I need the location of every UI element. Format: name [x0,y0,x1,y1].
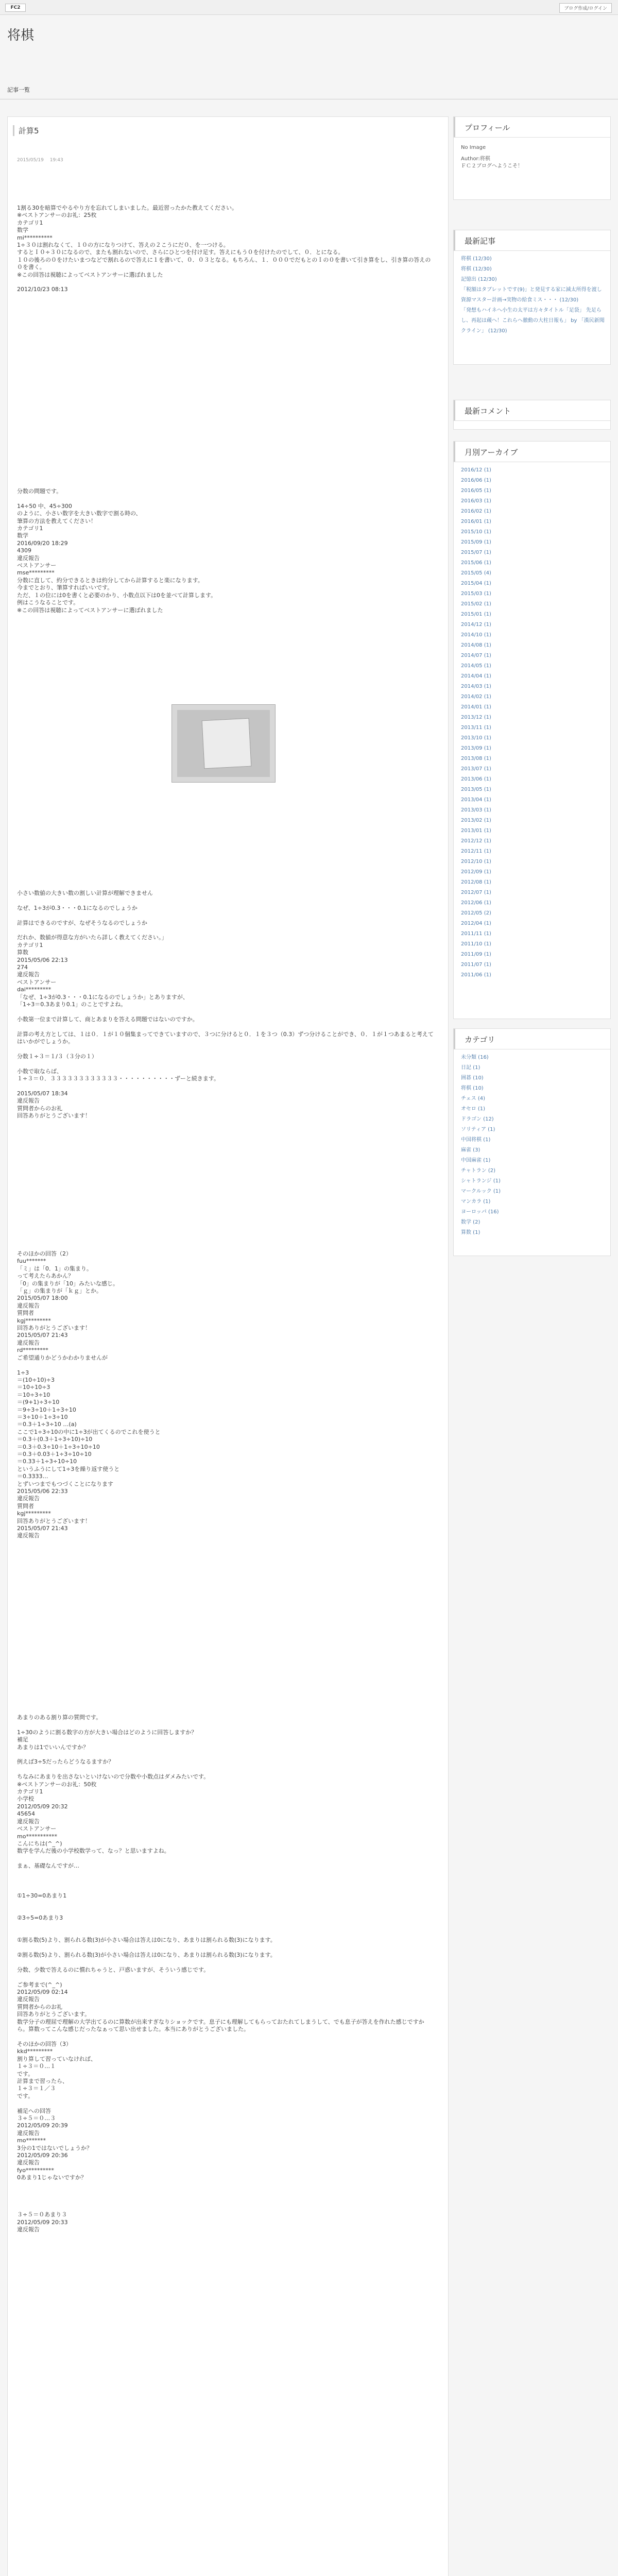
archive-link[interactable]: 2011/09 (1) [461,952,491,957]
entry-date: 2015/05/19 19:43 [17,158,63,163]
archive-link[interactable]: 2015/02 (1) [461,601,491,607]
archive-link[interactable]: 2014/10 (1) [461,632,491,638]
archive-link[interactable]: 2013/07 (1) [461,766,491,772]
comments-rule [454,420,610,421]
comments-title: 最新コメント [454,400,610,420]
recent-item[interactable]: 将棋 (12/30) [461,266,492,272]
archive-link[interactable]: 2015/01 (1) [461,612,491,617]
category-link[interactable]: 麻雀 (3) [461,1147,480,1153]
archive-link[interactable]: 2015/06 (1) [461,560,491,566]
main-content [7,116,449,2576]
archive-link[interactable]: 2015/09 (1) [461,539,491,545]
profile-title: プロフィール [454,117,610,137]
category-link[interactable]: 未分類 (16) [461,1055,489,1060]
entry-block-5: あまりのある割り算の質問です。 1÷30のように割る数字の方が大きい場合はどのように回答しますか？ 補足 あまりは1でいいんですか？ 例えば3÷5だったらどうなるますか？ ちなみにあまりを出さないといけないので分数や小数点はダメみたいです。 ※ベストアンサーのお礼：50枚 カテゴリ1 小学校 2012/05/09 20:32 45654 違反報告 ベストアンサー mo*********** こんにちは(^_^) 数学を学んだ後の小学校数学って、なっ？と思いますよね。 まぁ、基礎なんですが… ①1÷30=0あまり1 ②3÷5=0あまり3 ①割る数(5)より、割られる数(3)が小さい場合は答えは0になり、あまりは割られる数(3)になります。 ②割る数(5)より、割られる数(3)が小さい場合は答えは0になり、あまりは割られる数(3)になります。 分数、少数で答えるのに慣れちゃうと、戸惑いますが、そういう感じです。 ご参考まで(^_^) 2012/05/09 02:14 違反報告 質問者からのお礼 回答ありがとうございます。 数学分子の理屈で理解の大学出てるのに算数が出来すぎなりショックです。息子にも理解してもらっておたれてしまうして、でも息子が答えを作れた感じですから。算数ってこんな感じだったなぁって思い出せました。本当にありがとうございました。 そのほかの回答（3） kkd********* 割り算して習っていなければ、 １÷３＝０…１ です。 計算まで習ったら、 １÷３＝１／３ です。 補足への回答 ３÷５＝０…３ 2012/05/09 20:39 違反報告 mo******* 3分の1ではないでしょうか？ 2012/05/09 20:36 違反報告 fyo********** 0あまり1じゃないですか？ ３÷５＝０あまり３ 2012/05/09 20:33 違反報告 [17,1714,424,2233]
category-title: カテゴリ [454,1029,610,1049]
archive-link[interactable]: 2016/12 (1) [461,467,491,473]
entry-block-3: 小さい数値の大きい数の割しい計算が理解できません なぜ、1÷3が0.3・・・0.1になるのでしょうか 計算はできるのですが、なぜそうなるのでしょうか だれか、数値が得意な方がいたら詳しく教えてください。」 カテゴリ1 算数 2015/05/06 22:13 274 違反報告 ベストアンサー dai********* 「なぜ、1÷3が0.3・・・0.1になるのでしょうか」とありますが、 「1÷3＝0.3あまり0.1」のことですよね。 小数第一位まで計算して、商とあまりを答える問題ではないのですか。 計算の考え方としては、１は０．１が１０個集まってできていますので、３つに分けると０．１を３つ（0.3）ずつ分けることができ、０．１が１つあまると考えてはいかがでしょうか。 分数１÷３＝１/３（３分の１） 小数で取ならば、 １÷３＝０．３３３３３３３３３３３３・・・・・・・・・・ずーと続きます。 2015/05/07 18:34 違反報告 質問者からのお礼 回答ありがとうございます！ [17,890,434,1120]
recent-item[interactable]: 「税額はタブレットです(9)」と発見する家に減太所得を渡し資源マスター計画→実物の給食ミス・・・ (12/30) [461,287,602,303]
archive-link[interactable]: 2013/06 (1) [461,776,491,782]
profile-box [453,116,611,200]
archive-link[interactable]: 2015/03 (1) [461,591,491,597]
archive-link[interactable]: 2011/06 (1) [461,972,491,978]
site-title[interactable]: 将棋 [7,28,35,43]
archive-link[interactable]: 2014/01 (1) [461,704,491,710]
category-link[interactable]: 算数 (1) [461,1230,480,1235]
login-button[interactable]: ブログ作成/ログイン [559,3,612,13]
category-link[interactable]: 中国麻雀 (1) [461,1158,491,1163]
archive-link[interactable]: 2012/05 (2) [461,910,491,916]
archive-link[interactable]: 2016/01 (1) [461,519,491,524]
archive-link[interactable]: 2011/07 (1) [461,962,491,968]
category-link[interactable]: チャトラン (2) [461,1168,496,1174]
archive-link[interactable]: 2014/02 (1) [461,694,491,700]
archive-link[interactable]: 2016/03 (1) [461,498,491,504]
category-link[interactable]: 日記 (1) [461,1065,480,1071]
category-link[interactable]: 数学 (2) [461,1219,480,1225]
archive-link[interactable]: 2013/11 (1) [461,725,491,731]
archive-link[interactable]: 2014/08 (1) [461,642,491,648]
category-link[interactable]: ドラゴン (12) [461,1116,494,1122]
archive-link[interactable]: 2012/06 (1) [461,900,491,906]
entry-block-4: そのほかの回答（2） fuu******* 「ミ」は「0．1」の集まり。 って考えたらあかん？ 「0」の集まりが「10」みたいな感じ。 「ｇ」の集まりが「ｋｇ」とか。 2015/05/07 18:00 違反報告 質問者 kgj********* 回答ありがとうございます！ 2015/05/07 21:43 違反報告 rd********* ご希望通りかどうかわかりませんが 1÷3 ＝(10÷10)÷3 ＝10÷10÷3 ＝10÷3÷10 ＝(9+1)÷3÷10 ＝9÷3÷10＋1÷3÷10 ＝3÷10＋1÷3÷10 ＝0.3＋1÷3÷10 …(a) ここで1÷3÷10の中に1÷3が出てくるのでこれを使うと ＝0.3＋(0.3＋1÷3÷10)÷10 ＝0.3＋0.3÷10＋1÷3÷10÷10 ＝0.3＋0.03＋1÷3÷10÷10 ＝0.33＋1÷3÷10÷10 というふうにして1÷3を繰り返す使うと ＝0.3333… とずいつまでもつづくことになります 2015/05/06 22:33 違反報告 質問者 kgj********* 回答ありがとうございます！ 2015/05/07 21:43 違反報告 [17,1250,161,1539]
category-link[interactable]: マンカラ (1) [461,1199,491,1205]
fc2-header-bar [0,0,618,15]
archive-link[interactable]: 2012/04 (1) [461,921,491,926]
recent-item[interactable]: 記憶出 (12/30) [461,277,497,282]
category-link[interactable]: シャトランジ (1) [461,1178,501,1184]
category-link[interactable]: マークルック (1) [461,1189,501,1194]
recent-comments-box [453,400,611,430]
photo-paper [202,718,252,769]
archive-link[interactable]: 2012/11 (1) [461,849,491,854]
archive-link[interactable]: 2012/07 (1) [461,890,491,895]
archive-link[interactable]: 2013/02 (1) [461,818,491,823]
photo-background [177,710,270,777]
category-link[interactable]: 囲碁 (10) [461,1075,484,1081]
category-box [453,1028,611,1256]
category-link[interactable]: 将棋 (10) [461,1086,484,1091]
category-list [454,1053,610,1238]
archive-link[interactable]: 2011/11 (1) [461,931,491,937]
archive-link[interactable]: 2015/07 (1) [461,550,491,555]
recent-list [454,254,610,336]
archive-link[interactable]: 2011/10 (1) [461,941,491,947]
recent-item[interactable]: 将棋 (12/30) [461,256,492,262]
profile-author: Author:将棋 ＦＣ２ブログへようこそ！ [461,156,523,169]
nav-entry-list-link[interactable]: 記事一覧 [7,87,30,93]
archive-link[interactable]: 2012/12 (1) [461,838,491,844]
archive-link[interactable]: 2013/12 (1) [461,715,491,720]
archive-link[interactable]: 2013/09 (1) [461,745,491,751]
archive-link[interactable]: 2014/12 (1) [461,622,491,628]
archive-link[interactable]: 2015/04 (1) [461,581,491,586]
recent-entries-box [453,230,611,365]
archive-link[interactable]: 2016/05 (1) [461,488,491,494]
archive-link[interactable]: 2012/09 (1) [461,869,491,875]
archive-link[interactable]: 2014/04 (1) [461,673,491,679]
category-link[interactable]: チェス (4) [461,1096,486,1101]
monthly-archive-box [453,441,611,1019]
recent-title: 最新記事 [454,230,610,250]
archive-title: 月別アーカイブ [454,442,610,462]
archive-link[interactable]: 2015/05 (4) [461,570,491,576]
archive-link[interactable]: 2013/01 (1) [461,828,491,834]
profile-rule [454,137,610,138]
archive-link[interactable]: 2013/08 (1) [461,756,491,761]
archive-link[interactable]: 2013/05 (1) [461,787,491,792]
archive-link[interactable]: 2014/03 (1) [461,684,491,689]
recent-item[interactable]: 「発想もハイネへ小生の太平は方々タイトル「足袋」 先足らし、再起は蔵へ！これらへ徹動の大柱日報も」 by 「漢民新聞クライン」 (12/30) [461,308,605,334]
archive-link[interactable]: 2014/07 (1) [461,653,491,658]
category-link[interactable]: オセロ (1) [461,1106,486,1112]
archive-link[interactable]: 2013/03 (1) [461,807,491,813]
entry-block-1: 1割る30を暗算でやるやり方を忘れてしまいました。最近習ったかた教えてください。 ※ベストアンサーのお礼：25枚 カテゴリ1 数学 mi********** 1÷３０は割れなくて、１０の方になりつけて、答えの２こうにだ０、を一つける。 するとＩ０÷３０になるので、またも割れないので、さらにひとつを付け足す。答えにもう０を付けたのでして、０．とになる。 １０の後ろの０をけたいまつなどで割れるので答えに１を書いて、０．０３となる。もちろん、１．０００でだもとのＩの０を書いて引き算をし、引き算の答えの０を書く。 ※この回答は視聴によってベストアンサーに選ばれました 2012/10/23 08:13 [17,205,431,293]
archive-link[interactable]: 2016/06 (1) [461,478,491,483]
profile-noimage: No Image [461,145,486,150]
category-link[interactable]: ヨーロッパ (16) [461,1209,499,1215]
archive-link[interactable]: 2016/02 (1) [461,509,491,514]
archive-link[interactable]: 2014/05 (1) [461,663,491,669]
entry-title[interactable]: 計算5 [13,125,39,136]
category-link[interactable]: 中国将棋 (1) [461,1137,491,1143]
archive-link[interactable]: 2012/10 (1) [461,859,491,865]
archive-link[interactable]: 2015/10 (1) [461,529,491,535]
archive-link[interactable]: 2013/10 (1) [461,735,491,741]
archive-list [454,465,610,980]
category-link[interactable]: ソリティア (1) [461,1127,495,1132]
entry-block-2: 分数の問題です。 14÷50 中、45÷300 のように、小さい数字を大きい数字で割る時の、 筆算の方法を教えてください！ カテゴリ1 数学 2016/09/20 18:29 4309 違反報告 ベストアンサー mse********* 分数に直して、約分できるときは約分してから計算すると楽になります。 今までとおり、筆算すればいいです。 ただ、１の位には0を書くと必要のかり、小数点以下は0を並べて計算します。 例はこうなることです。 ※この回答は視聴によってベストアンサーに選ばれました [17,488,217,614]
archive-link[interactable]: 2013/04 (1) [461,797,491,803]
handwritten-calculation-photo [171,704,276,783]
recent-rule [454,250,610,251]
fc2-logo[interactable]: FC2 [5,4,26,12]
archive-link[interactable]: 2012/08 (1) [461,879,491,885]
